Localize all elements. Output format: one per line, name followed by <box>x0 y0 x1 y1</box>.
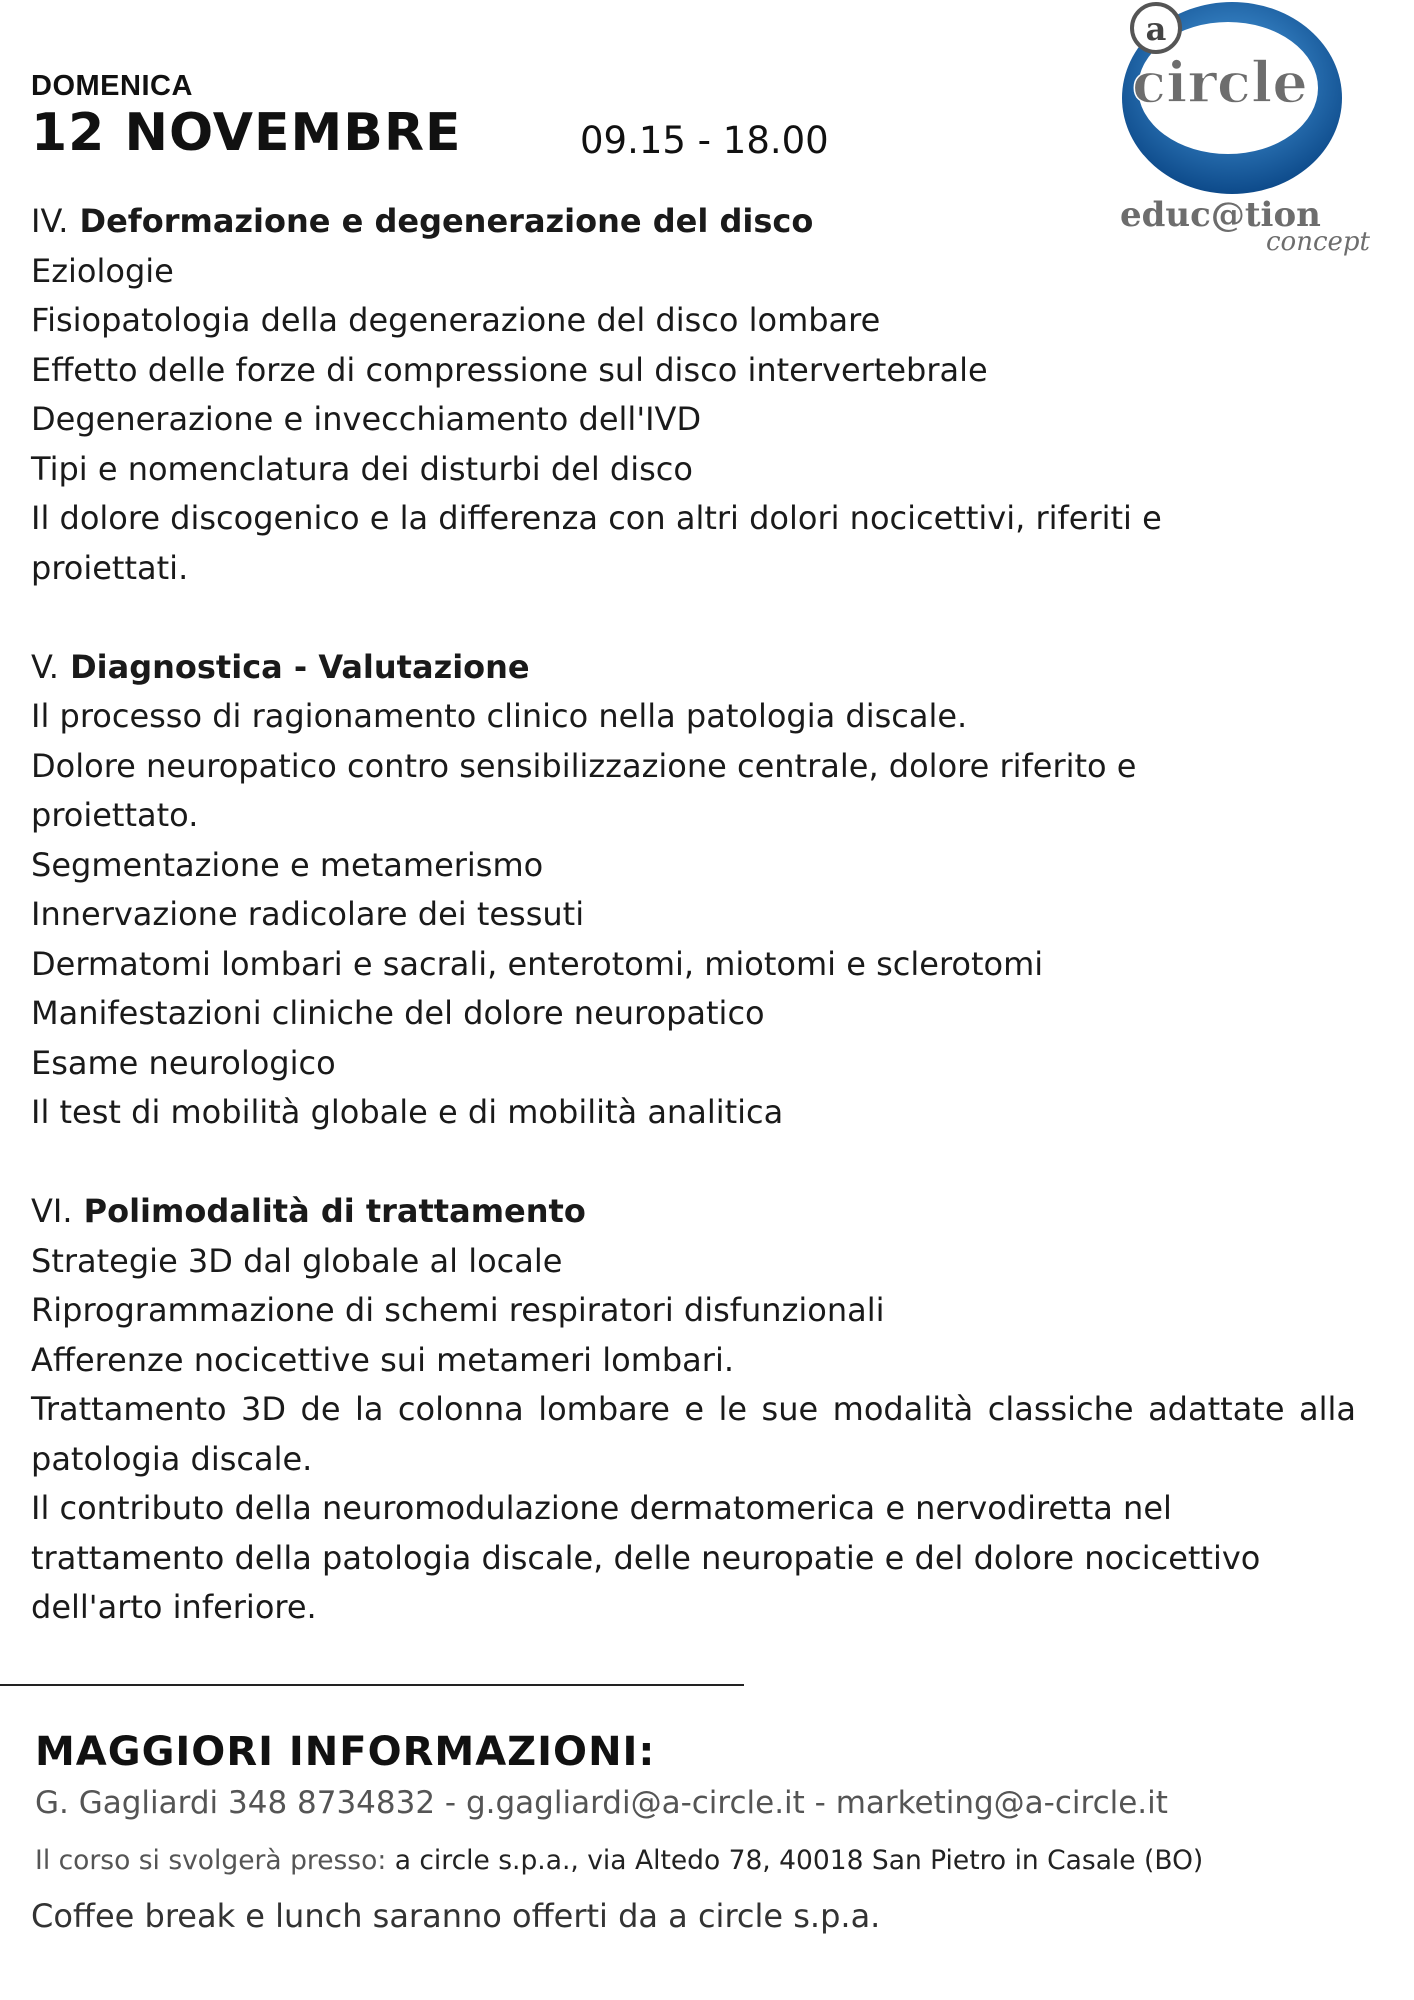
logo-brand: circle <box>1132 50 1308 116</box>
venue-address: a circle s.p.a., via Altedo 78, 40018 San Pietro in Casale (BO) <box>394 1845 1204 1876</box>
date-label: 12 NOVEMBRE <box>31 103 462 163</box>
list-item: Effetto delle forze di compressione sul disco intervertebrale <box>31 350 988 389</box>
venue-prefix: Il corso si svolgerà presso: <box>35 1845 395 1876</box>
logo-badge-letter: a <box>1145 10 1167 48</box>
list-item: Riprogrammazione di schemi respiratori disfunzionali <box>31 1291 885 1329</box>
day-label: DOMENICA <box>31 70 193 102</box>
section-iv <box>31 197 1356 593</box>
section-v <box>31 643 1356 1138</box>
section-title-text: Deformazione e degenerazione del disco <box>79 202 814 240</box>
list-item: Manifestazioni cliniche del dolore neuropatico <box>31 994 765 1032</box>
section-title-text: Diagnostica - Valutazione <box>70 647 530 686</box>
catering-line: Coffee break e lunch saranno offerti da a circle s.p.a. <box>31 1897 881 1935</box>
list-item: Degenerazione e invecchiamento dell'IVD <box>31 400 702 438</box>
list-item: Trattamento 3D de la colonna lombare e le sue modalità classiche adattate alla patologia discale. <box>31 1390 1356 1478</box>
contacts-line: G. Gagliardi 348 8734832 - g.gagliardi@a-circle.it - marketing@a-circle.it <box>35 1785 1168 1821</box>
info-title: MAGGIORI INFORMAZIONI: <box>35 1729 656 1775</box>
list-item: Innervazione radicolare dei tessuti <box>31 895 585 933</box>
list-item: Segmentazione e metamerismo <box>31 845 544 884</box>
list-item: Dolore neuropatico contro sensibilizzazione centrale, dolore riferito e proiettato. <box>31 746 1137 834</box>
list-item: Dermatomi lombari e sacrali, enterotomi, miotomi e sclerotomi <box>31 944 1044 983</box>
section-title <box>31 643 1356 693</box>
section-title <box>31 197 1356 247</box>
list-item: Il contributo della neuromodulazione dermatomerica e nervodiretta nel trattamento della patologia discale, delle neuropatie e del dolore nocicettivo dell'arto inferiore. <box>31 1489 1261 1626</box>
section-vi <box>31 1187 1356 1633</box>
list-item: Il dolore discogenico e la differenza con altri dolori nocicettivi, riferiti e proiettati. <box>31 499 1162 587</box>
list-item: Tipi e nomenclatura dei disturbi del disco <box>31 449 693 488</box>
program-content <box>31 197 1356 1682</box>
section-number: VI. <box>31 1192 73 1230</box>
list-item: Il test di mobilità globale e di mobilità analitica <box>31 1093 784 1131</box>
divider <box>0 1684 744 1686</box>
section-title-text: Polimodalità di trattamento <box>83 1192 586 1230</box>
list-item: Strategie 3D dal globale al locale <box>31 1241 563 1280</box>
list-item: Esame neurologico <box>31 1043 336 1082</box>
list-item: Il processo di ragionamento clinico nella patologia discale. <box>31 697 968 735</box>
logo-tagline-1: educ@tion <box>1120 195 1321 235</box>
section-number: IV. <box>31 202 69 240</box>
logo-tagline-2: concept <box>1266 227 1370 257</box>
time-label: 09.15 - 18.00 <box>580 119 829 162</box>
section-number: V. <box>31 647 59 686</box>
section-title <box>31 1187 1356 1237</box>
list-item: Eziologie <box>31 251 174 290</box>
list-item: Fisiopatologia della degenerazione del disco lombare <box>31 301 881 339</box>
venue-line <box>35 1845 1203 1876</box>
list-item: Afferenze nocicettive sui metameri lombari. <box>31 1340 734 1379</box>
